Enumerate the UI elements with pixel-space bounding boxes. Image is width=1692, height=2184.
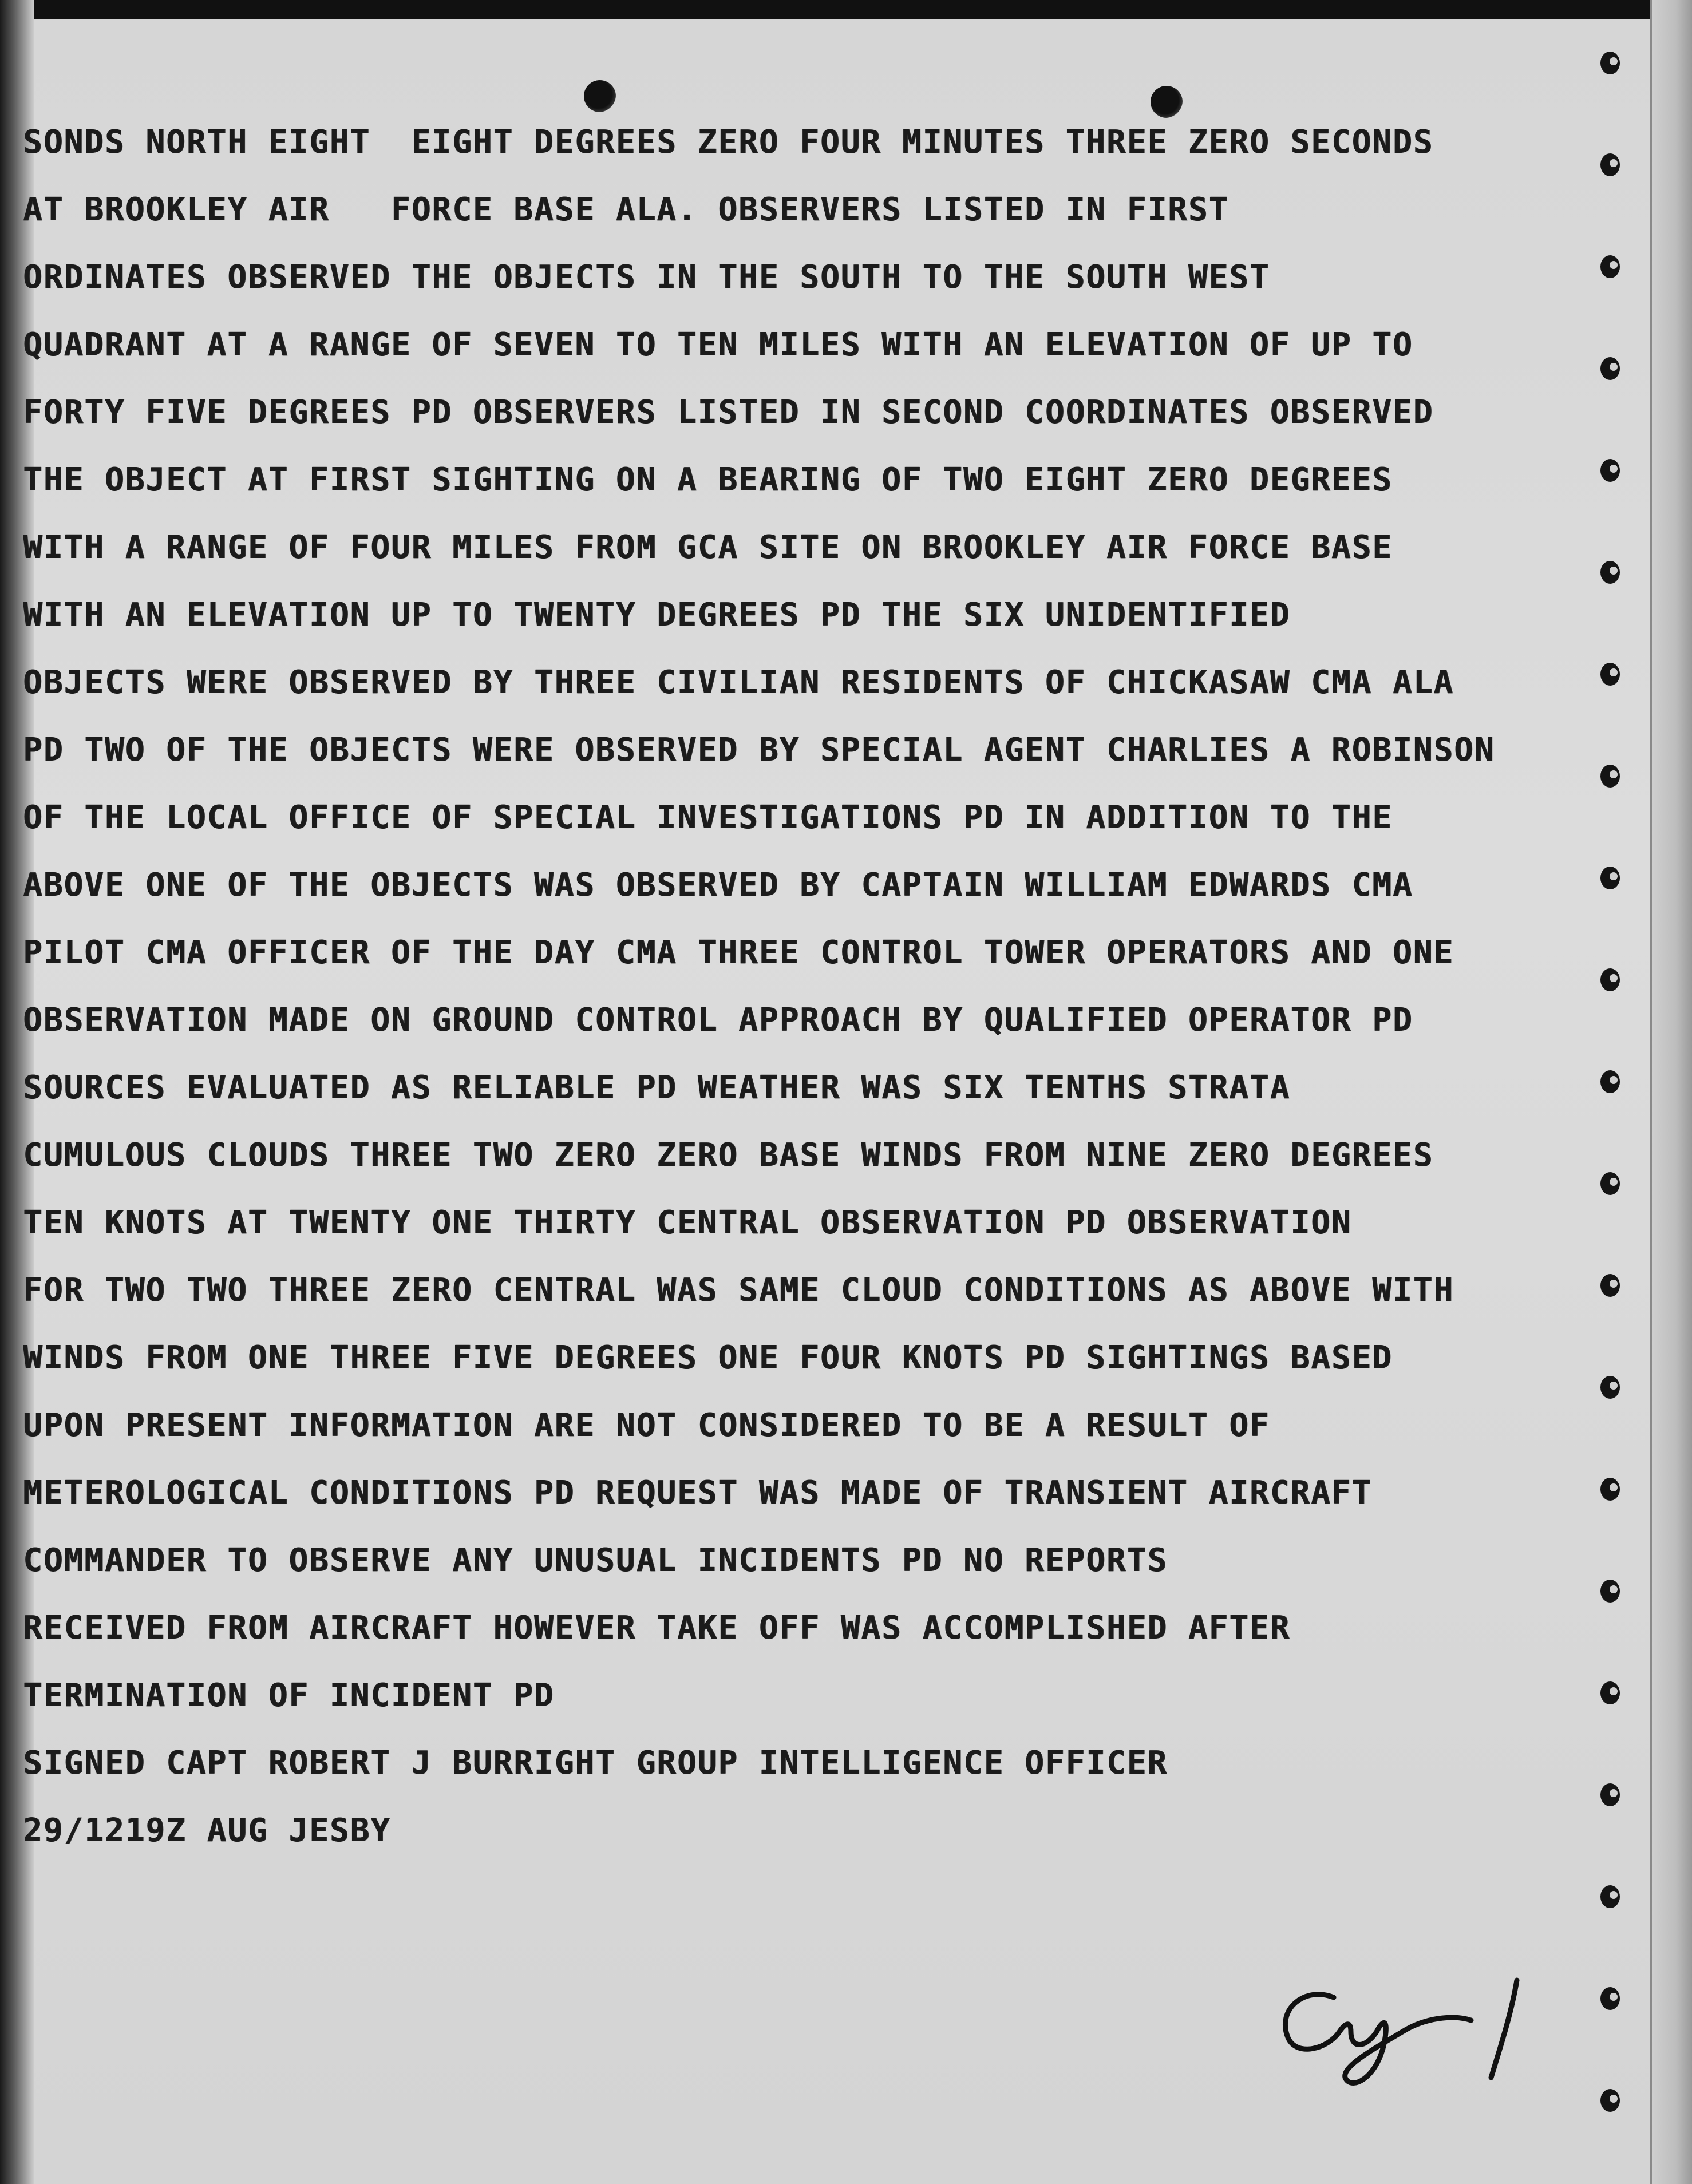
feed-hole bbox=[1600, 52, 1620, 74]
punch-hole bbox=[584, 80, 616, 112]
message-line: SIGNED CAPT ROBERT J BURRIGHT GROUP INTELLIGENCE OFFICER bbox=[23, 1744, 1168, 1782]
message-line: ORDINATES OBSERVED THE OBJECTS IN THE SOUTH TO THE SOUTH WEST bbox=[23, 259, 1270, 296]
feed-hole bbox=[1600, 1681, 1620, 1704]
feed-hole bbox=[1600, 1070, 1620, 1093]
message-line: WINDS FROM ONE THREE FIVE DEGREES ONE FOUR KNOTS PD SIGHTINGS BASED bbox=[23, 1339, 1393, 1376]
feed-hole bbox=[1600, 663, 1620, 686]
handwritten-signature bbox=[1265, 1963, 1540, 2095]
scan-top-edge bbox=[0, 0, 1692, 19]
message-line: FORTY FIVE DEGREES PD OBSERVERS LISTED IN SECOND COORDINATES OBSERVED bbox=[23, 394, 1434, 431]
message-line: OBSERVATION MADE ON GROUND CONTROL APPROACH BY QUALIFIED OPERATOR PD bbox=[23, 1002, 1413, 1039]
feed-hole bbox=[1600, 1274, 1620, 1297]
message-line: RECEIVED FROM AIRCRAFT HOWEVER TAKE OFF WAS ACCOMPLISHED AFTER bbox=[23, 1609, 1291, 1647]
message-line: PILOT CMA OFFICER OF THE DAY CMA THREE CONTROL TOWER OPERATORS AND ONE bbox=[23, 934, 1454, 971]
paper-feed-strip bbox=[1650, 0, 1692, 2184]
feed-hole bbox=[1600, 1376, 1620, 1399]
feed-hole bbox=[1600, 867, 1620, 889]
message-line: SOURCES EVALUATED AS RELIABLE PD WEATHER WAS SIX TENTHS STRATA bbox=[23, 1069, 1291, 1106]
feed-hole bbox=[1600, 1172, 1620, 1195]
message-line: TEN KNOTS AT TWENTY ONE THIRTY CENTRAL OBSERVATION PD OBSERVATION bbox=[23, 1204, 1352, 1241]
message-line: WITH AN ELEVATION UP TO TWENTY DEGREES PD THE SIX UNIDENTIFIED bbox=[23, 596, 1291, 634]
message-line: CUMULOUS CLOUDS THREE TWO ZERO ZERO BASE WINDS FROM NINE ZERO DEGREES bbox=[23, 1137, 1434, 1174]
message-line: PD TWO OF THE OBJECTS WERE OBSERVED BY SPECIAL AGENT CHARLIES A ROBINSON bbox=[23, 731, 1495, 769]
message-line: TERMINATION OF INCIDENT PD bbox=[23, 1677, 555, 1714]
feed-hole bbox=[1600, 255, 1620, 278]
message-line: UPON PRESENT INFORMATION ARE NOT CONSIDERED TO BE A RESULT OF bbox=[23, 1407, 1270, 1444]
feed-hole bbox=[1600, 765, 1620, 788]
feed-hole bbox=[1600, 561, 1620, 584]
feed-hole bbox=[1600, 1783, 1620, 1806]
feed-hole bbox=[1600, 1885, 1620, 1908]
message-line: FOR TWO TWO THREE ZERO CENTRAL WAS SAME CLOUD CONDITIONS AS ABOVE WITH bbox=[23, 1272, 1454, 1309]
message-line: METEROLOGICAL CONDITIONS PD REQUEST WAS MADE OF TRANSIENT AIRCRAFT bbox=[23, 1474, 1373, 1512]
teletype-message bbox=[23, 109, 1603, 1865]
message-line: QUADRANT AT A RANGE OF SEVEN TO TEN MILES WITH AN ELEVATION OF UP TO bbox=[23, 326, 1413, 363]
message-line: COMMANDER TO OBSERVE ANY UNUSUAL INCIDENTS PD NO REPORTS bbox=[23, 1542, 1168, 1579]
message-line: 29/1219Z AUG JESBY bbox=[23, 1812, 391, 1849]
feed-hole bbox=[1600, 1478, 1620, 1501]
message-line: SONDS NORTH EIGHT EIGHT DEGREES ZERO FOUR MINUTES THREE ZERO SECONDS bbox=[23, 124, 1434, 161]
message-line: ABOVE ONE OF THE OBJECTS WAS OBSERVED BY CAPTAIN WILLIAM EDWARDS CMA bbox=[23, 867, 1413, 904]
message-line: OF THE LOCAL OFFICE OF SPECIAL INVESTIGATIONS PD IN ADDITION TO THE bbox=[23, 799, 1393, 836]
feed-hole bbox=[1600, 1580, 1620, 1603]
message-line: OBJECTS WERE OBSERVED BY THREE CIVILIAN RESIDENTS OF CHICKASAW CMA ALA bbox=[23, 664, 1454, 701]
feed-hole bbox=[1600, 1987, 1620, 2010]
message-line: THE OBJECT AT FIRST SIGHTING ON A BEARING OF TWO EIGHT ZERO DEGREES bbox=[23, 461, 1393, 498]
feed-hole bbox=[1600, 968, 1620, 991]
feed-hole bbox=[1600, 2089, 1620, 2112]
feed-hole bbox=[1600, 357, 1620, 380]
message-line: AT BROOKLEY AIR FORCE BASE ALA. OBSERVERS LISTED IN FIRST bbox=[23, 191, 1230, 228]
message-line: WITH A RANGE OF FOUR MILES FROM GCA SITE ON BROOKLEY AIR FORCE BASE bbox=[23, 529, 1393, 566]
feed-hole bbox=[1600, 153, 1620, 176]
feed-hole bbox=[1600, 459, 1620, 482]
